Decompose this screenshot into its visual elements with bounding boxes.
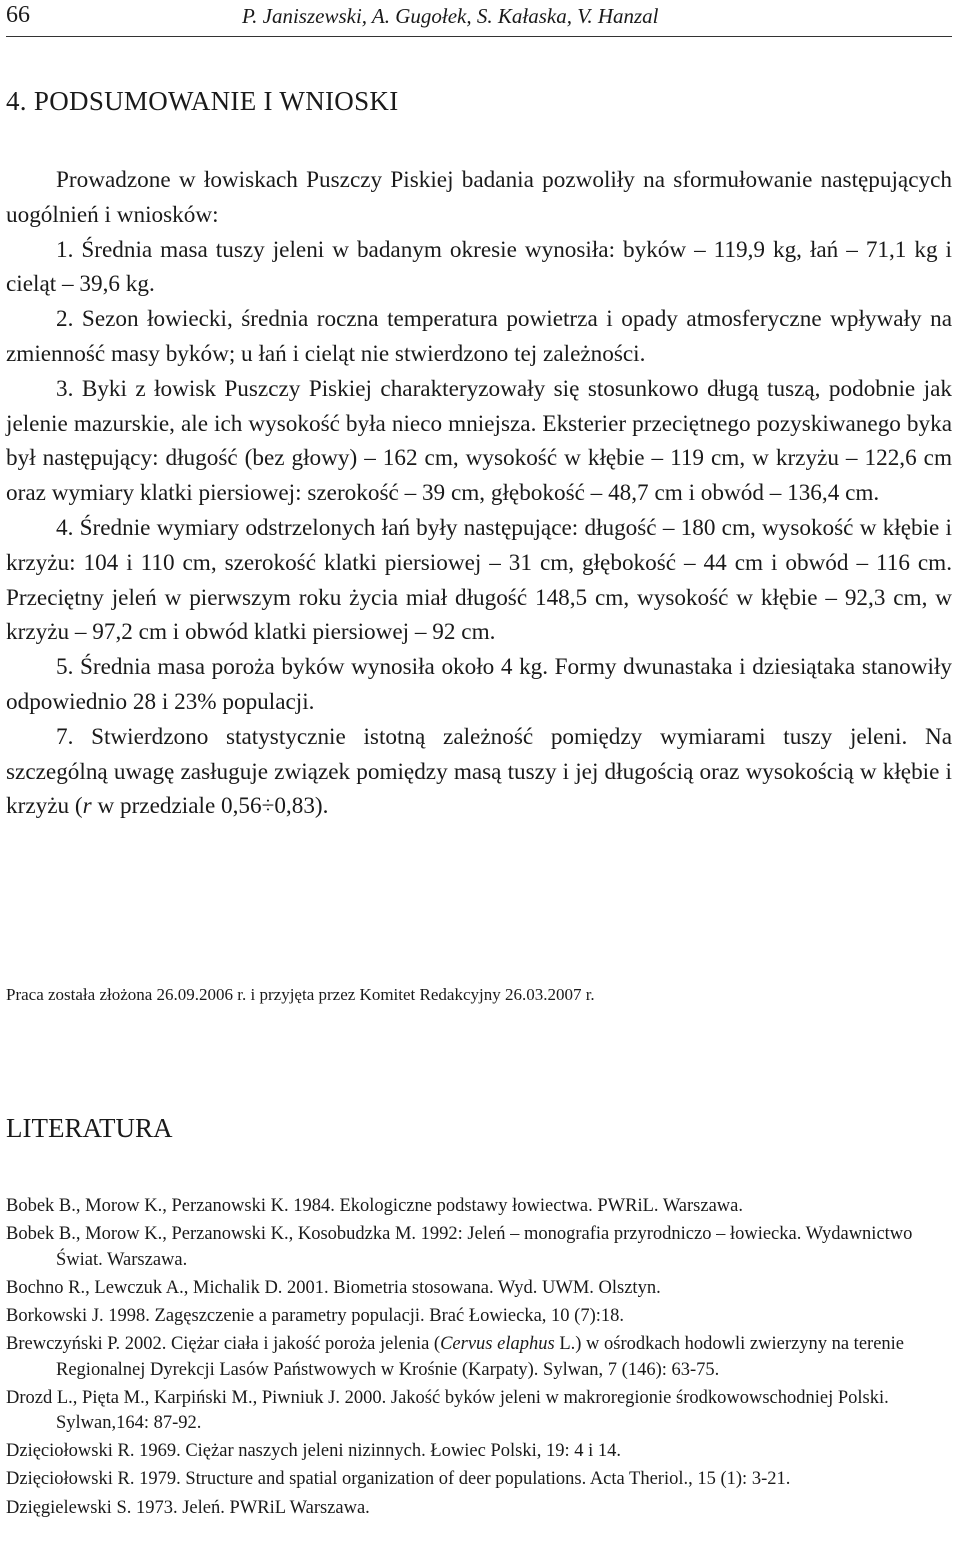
species-name: Cervus elaphus xyxy=(440,1333,555,1354)
reference-item: Dzięgielewski S. 1973. Jeleń. PWRiL Warszawa. xyxy=(6,1497,370,1518)
paragraph-conclusion-3: 3. Byki z łowisk Puszczy Piskiej charakteryzowały się stosunkowo długą tuszą, podobnie jak jelenie mazurskie, ale ich wysokość była nieco mniejsza. Eksterier przeciętnego pozyskiwanego byka był następujący: długość (bez głowy) – 162 cm, wysokość w kłębie – 119 cm, w krzyżu – 122,6 cm oraz wymiary klatki piersiowej: szerokość – 39 cm, głębokość – 48,7 cm i obwód – 136,4 cm. xyxy=(6,375,952,507)
correlation-symbol: r xyxy=(82,793,92,820)
paragraph-intro: Prowadzone w łowiskach Puszczy Piskiej badania pozwoliły na sformułowanie następujących uogólnień i wniosków: xyxy=(6,167,952,228)
conclusions-body xyxy=(6,163,952,824)
reference-text-start: Brewczyński P. 2002. Ciężar ciała i jakość poroża jelenia ( xyxy=(6,1333,441,1354)
reference-item: Dzięciołowski R. 1979. Structure and spatial organization of deer populations. Acta Theriol., 15 (1): 3-21. xyxy=(6,1469,791,1490)
reference-item: Borkowski J. 1998. Zagęszczenie a parametry populacji. Brać Łowiecka, 10 (7):18. xyxy=(6,1305,624,1326)
page-header xyxy=(6,0,946,38)
paragraph-conclusion-4: 4. Średnie wymiary odstrzelonych łań były następujące: długość – 180 cm, wysokość w kłębie i krzyżu: 104 i 110 cm, szerokość klatki piersiowej – 31 cm, głębokość – 44 cm i obwód – 116 cm. Przeciętny jeleń w pierwszym roku życia miał długość 148,5 cm, wysokość w kłębie – 92,3 cm, w krzyżu – 97,2 cm i obwód klatki piersiowej – 92 cm. xyxy=(6,514,952,646)
paragraph-conclusion-5: 5. Średnia masa poroża byków wynosiła około 4 kg. Formy dwunastaka i dziesiątaka stanowiły odpowiednio 28 i 23% populacji. xyxy=(6,654,952,715)
paragraph-conclusion-2: 2. Sezon łowiecki, średnia roczna temperatura powietrza i opady atmosferyczne wpływały na zmienność masy byków; u łań i cieląt nie stwierdzono tej zależności. xyxy=(6,306,952,367)
reference-item: Dzięciołowski R. 1969. Ciężar naszych jeleni nizinnych. Łowiec Polski, 19: 4 i 14. xyxy=(6,1441,621,1462)
paragraph-7-text-start: 7. Stwierdzono statystycznie istotną zależność pomiędzy wymiarami tuszy jeleni. Na szczególną uwagę zasługuje związek pomiędzy masą tuszy i jej długością oraz wysokością w kłębie i krzyżu ( xyxy=(6,723,952,820)
literature-title: LITERATURA xyxy=(6,1113,173,1143)
reference-text-end: L.) w ośrodkach hodowli zwierzyny na terenie Regionalnej Dyrekcji Lasów Państwowych w Krośnie (Karpaty). Sylwan, 7 (146): 63-75. xyxy=(56,1333,905,1380)
paragraph-conclusion-1: 1. Średnia masa tuszy jeleni w badanym okresie wynosiła: byków – 119,9 kg, łań – 71,1 kg i cieląt – 39,6 kg. xyxy=(6,236,952,298)
reference-item: Drozd L., Pięta M., Karpiński M., Piwniuk J. 2000. Jakość byków jeleni w makroregionie środkowowschodniej Polski. Sylwan,164: 87-92. xyxy=(6,1387,889,1434)
paragraph-7-text-end: w przedziale 0,56÷0,83). xyxy=(91,793,329,820)
paragraph-conclusion-7 xyxy=(6,720,952,824)
section-title: 4. PODSUMOWANIE I WNIOSKI xyxy=(6,86,399,116)
reference-item: Bochno R., Lewczuk A., Michalik D. 2001. Biometria stosowana. Wyd. UWM. Olsztyn. xyxy=(6,1277,661,1298)
reference-item: Bobek B., Morow K., Perzanowski K., Kosobudzka M. 1992: Jeleń – monografia przyrodniczo – łowiecka. Wydawnictwo Świat. Warszawa. xyxy=(6,1224,913,1270)
received-note: Praca została złożona 26.09.2006 r. i przyjęta przez Komitet Redakcyjny 26.03.2007 r. xyxy=(6,985,595,1004)
header-rule xyxy=(6,36,952,37)
reference-item: Bobek B., Morow K., Perzanowski K. 1984. Ekologiczne podstawy łowiectwa. PWRiL. Warszawa. xyxy=(6,1196,744,1216)
page-number: 66 xyxy=(6,2,30,28)
reference-item xyxy=(6,1332,952,1383)
running-head: P. Janiszewski, A. Gugołek, S. Kałaska, V. Hanzal xyxy=(242,4,659,28)
reference-list xyxy=(6,1194,952,1521)
